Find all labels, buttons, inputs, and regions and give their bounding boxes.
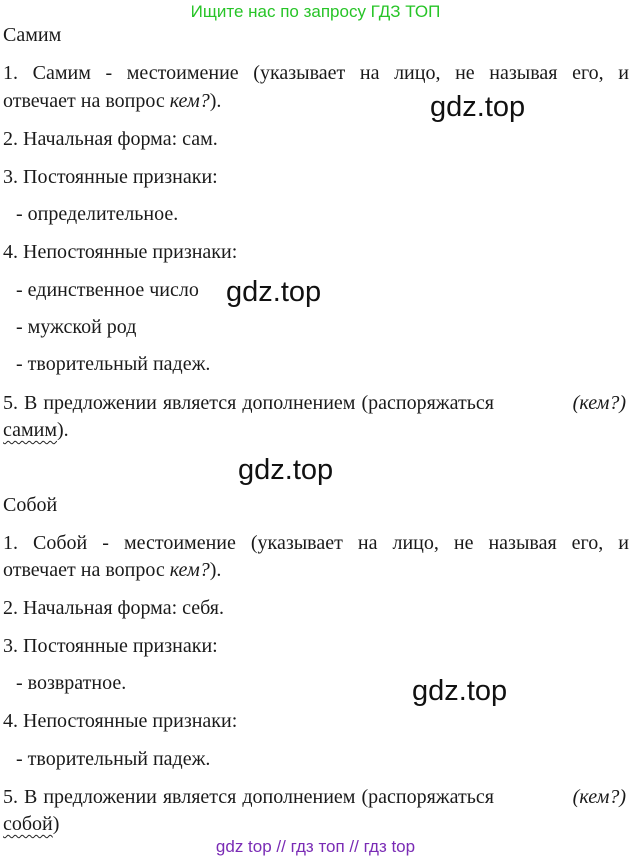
s2-point5-question: (кем?) bbox=[572, 786, 626, 808]
watermark-gdz-top: gdz.top bbox=[430, 91, 526, 123]
s1-point1-line1: 1. Самим - местоимение (указывает на лицо, не называя его, и bbox=[3, 62, 629, 84]
s2-point5-line2 bbox=[3, 811, 629, 837]
s1-point5-line2-post: ). bbox=[57, 419, 69, 441]
section-title-samim: Самим bbox=[3, 24, 62, 46]
watermark-gdz-top: gdz.top bbox=[226, 276, 322, 308]
s1-point1-line2 bbox=[3, 88, 629, 114]
s1-point5-line1-pre: 5. В предложении является дополнением (распоряжаться bbox=[3, 392, 494, 414]
s1-point1-line2-post: ). bbox=[209, 90, 222, 112]
s2-point5-line1 bbox=[3, 784, 629, 810]
s1-point5-question: (кем?) bbox=[572, 392, 626, 414]
section-title-soboy: Собой bbox=[3, 494, 58, 516]
s2-point1-line2-pre: отвечает на вопрос bbox=[3, 559, 170, 581]
s2-point3: 3. Постоянные признаки: bbox=[3, 635, 218, 657]
s1-point4-item1: - единственное число bbox=[16, 279, 199, 301]
s2-point1-line2-post: ). bbox=[209, 559, 222, 581]
s1-point5-line2 bbox=[3, 417, 629, 443]
watermark-gdz-top: gdz.top bbox=[238, 454, 334, 486]
s1-point4-item2: - мужской род bbox=[16, 316, 137, 338]
s2-point5-line2-post: ) bbox=[52, 813, 60, 835]
s2-point4-item1: - творительный падеж. bbox=[16, 748, 211, 770]
s2-point5-line1-pre: 5. В предложении является дополнением (распоряжаться bbox=[3, 786, 494, 808]
s2-point1-line1: 1. Собой - местоимение (указывает на лицо, не называя его, и bbox=[3, 532, 629, 554]
bottom-banner: gdz top // гдз топ // гдз top bbox=[215, 837, 416, 856]
s1-point4-item3: - творительный падеж. bbox=[16, 353, 211, 375]
s2-point3-item1: - возвратное. bbox=[16, 672, 127, 694]
s1-point5-line1 bbox=[3, 390, 629, 416]
s1-point5-word: самим bbox=[3, 419, 58, 441]
s2-point1-question: кем? bbox=[169, 559, 210, 581]
s2-point2: 2. Начальная форма: себя. bbox=[3, 597, 224, 619]
s1-point3: 3. Постоянные признаки: bbox=[3, 166, 218, 188]
s2-point1-line2 bbox=[3, 557, 629, 583]
top-banner: Ищите нас по запросу ГДЗ ТОП bbox=[190, 2, 441, 21]
s1-point1-question: кем? bbox=[169, 90, 210, 112]
s1-point4: 4. Непостоянные признаки: bbox=[3, 241, 238, 263]
s1-point1-line2-pre: отвечает на вопрос bbox=[3, 90, 170, 112]
watermark-gdz-top: gdz.top bbox=[412, 675, 508, 707]
s1-point2: 2. Начальная форма: сам. bbox=[3, 128, 218, 150]
s2-point5-word: собой bbox=[3, 813, 53, 835]
s1-point3-item1: - определительное. bbox=[16, 203, 179, 225]
s2-point4: 4. Непостоянные признаки: bbox=[3, 710, 238, 732]
